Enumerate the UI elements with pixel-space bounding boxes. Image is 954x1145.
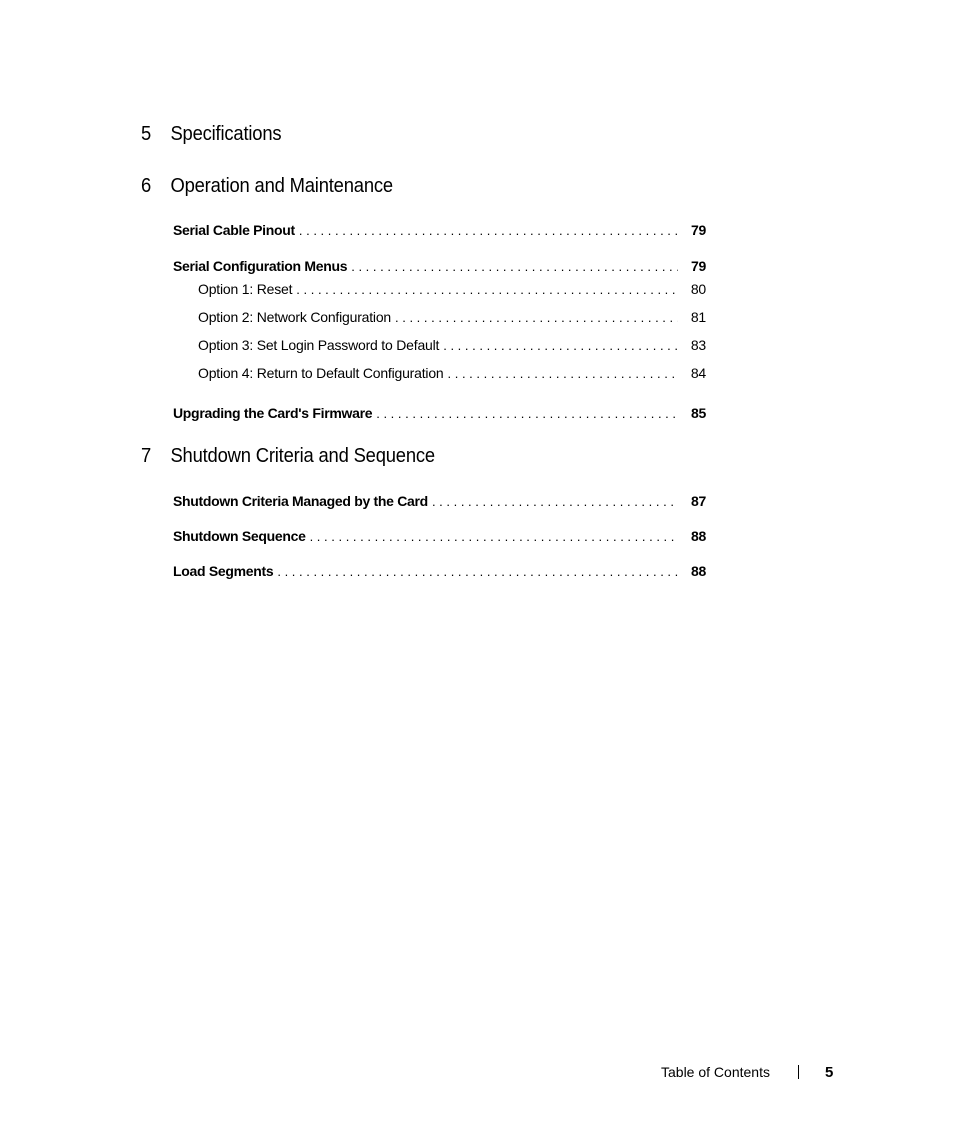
entry-label: Serial Configuration Menus: [173, 258, 348, 274]
entry-label: Option 4: Return to Default Configuration: [198, 365, 444, 381]
chapter-number: 6: [141, 175, 152, 197]
dot-leader: [395, 310, 678, 325]
dot-leader: [299, 223, 678, 238]
toc-entry-load-segments[interactable]: [173, 563, 706, 581]
toc-chapter-5[interactable]: [141, 123, 281, 146]
entry-page: 81: [690, 309, 706, 325]
entry-label: Shutdown Sequence: [173, 528, 306, 544]
toc-entry-option-2[interactable]: [198, 309, 706, 327]
page-footer: [661, 1063, 833, 1081]
entry-label: Option 2: Network Configuration: [198, 309, 392, 325]
toc-entry-serial-configuration-menus[interactable]: [173, 258, 706, 276]
toc-entry-shutdown-criteria[interactable]: [173, 493, 706, 511]
dot-leader: [310, 529, 678, 544]
toc-entry-option-4[interactable]: [198, 365, 706, 383]
chapter-title: Operation and Maintenance: [170, 175, 393, 197]
toc-chapter-7[interactable]: [141, 445, 435, 468]
entry-page: 84: [690, 365, 706, 381]
chapter-number: 7: [141, 445, 152, 467]
entry-page: 80: [690, 281, 706, 297]
entry-page: 79: [691, 222, 706, 238]
entry-page: 88: [691, 528, 706, 544]
entry-page: 88: [691, 563, 706, 579]
entry-page: 79: [691, 258, 706, 274]
entry-label: Serial Cable Pinout: [173, 222, 295, 238]
dot-leader: [351, 259, 678, 274]
footer-section-title: Table of Contents: [661, 1064, 770, 1080]
entry-label: Shutdown Criteria Managed by the Card: [173, 493, 428, 509]
dot-leader: [296, 282, 678, 297]
chapter-title: Shutdown Criteria and Sequence: [170, 445, 435, 467]
entry-label: Option 1: Reset: [198, 281, 293, 297]
dot-leader: [443, 338, 678, 353]
dot-leader: [376, 406, 678, 421]
toc-entry-serial-cable-pinout[interactable]: [173, 222, 706, 240]
entry-label: Load Segments: [173, 563, 274, 579]
entry-page: 87: [691, 493, 706, 509]
toc-entry-option-1[interactable]: [198, 281, 706, 299]
chapter-title: Specifications: [170, 123, 282, 145]
dot-leader: [448, 366, 678, 381]
entry-label: Upgrading the Card's Firmware: [173, 405, 373, 421]
dot-leader: [277, 564, 678, 579]
toc-chapter-6[interactable]: [141, 175, 393, 198]
toc-entry-option-3[interactable]: [198, 337, 706, 355]
dot-leader: [432, 494, 678, 509]
footer-divider: [798, 1065, 799, 1079]
toc-entry-shutdown-sequence[interactable]: [173, 528, 706, 546]
chapter-number: 5: [141, 123, 152, 145]
entry-page: 83: [690, 337, 706, 353]
footer-page-number: 5: [824, 1064, 834, 1081]
entry-page: 85: [691, 405, 706, 421]
toc-entry-upgrading-firmware[interactable]: [173, 405, 706, 423]
entry-label: Option 3: Set Login Password to Default: [198, 337, 440, 353]
